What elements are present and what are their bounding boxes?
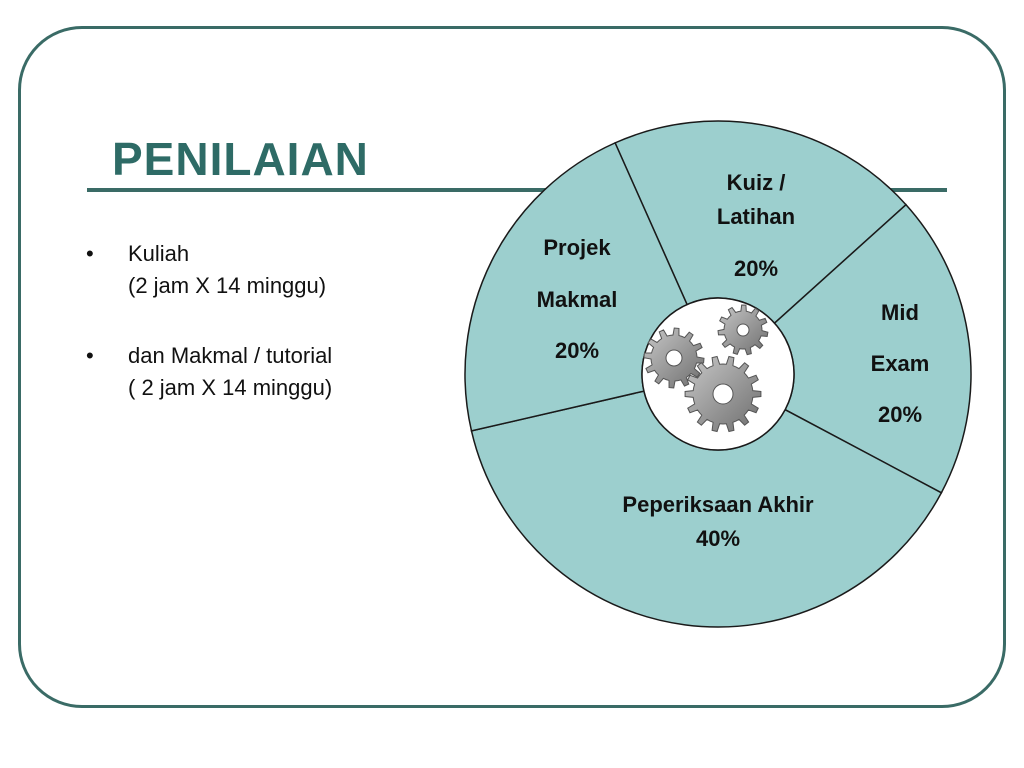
bullet-item-subtext: ( 2 jam X 14 minggu) <box>128 375 333 400</box>
bullet-dot: • <box>86 343 94 368</box>
bullet-item-subtext: (2 jam X 14 minggu) <box>128 273 327 298</box>
segment-name-label: Projek <box>543 235 611 260</box>
segment-name-label: Kuiz / <box>726 170 786 195</box>
segment-name-label: Exam <box>870 351 930 376</box>
bullet-item-text: dan Makmal / tutorial <box>128 343 333 368</box>
segment-name-label: Peperiksaan Akhir <box>622 492 814 517</box>
page-title: PENILAIAN <box>112 133 369 185</box>
segment-name-label: Mid <box>881 300 919 325</box>
segment-name-label: Latihan <box>716 204 796 229</box>
segment-value-label: 20% <box>733 256 779 281</box>
segment-name-label: Makmal <box>536 287 618 312</box>
bullet-item-text: Kuliah <box>128 241 190 266</box>
segment-value-label: 20% <box>554 338 600 363</box>
bullet-dot: • <box>86 241 94 266</box>
chart-center-hub <box>642 298 794 450</box>
segment-value-label: 20% <box>877 402 923 427</box>
segment-value-label: 40% <box>695 526 741 551</box>
